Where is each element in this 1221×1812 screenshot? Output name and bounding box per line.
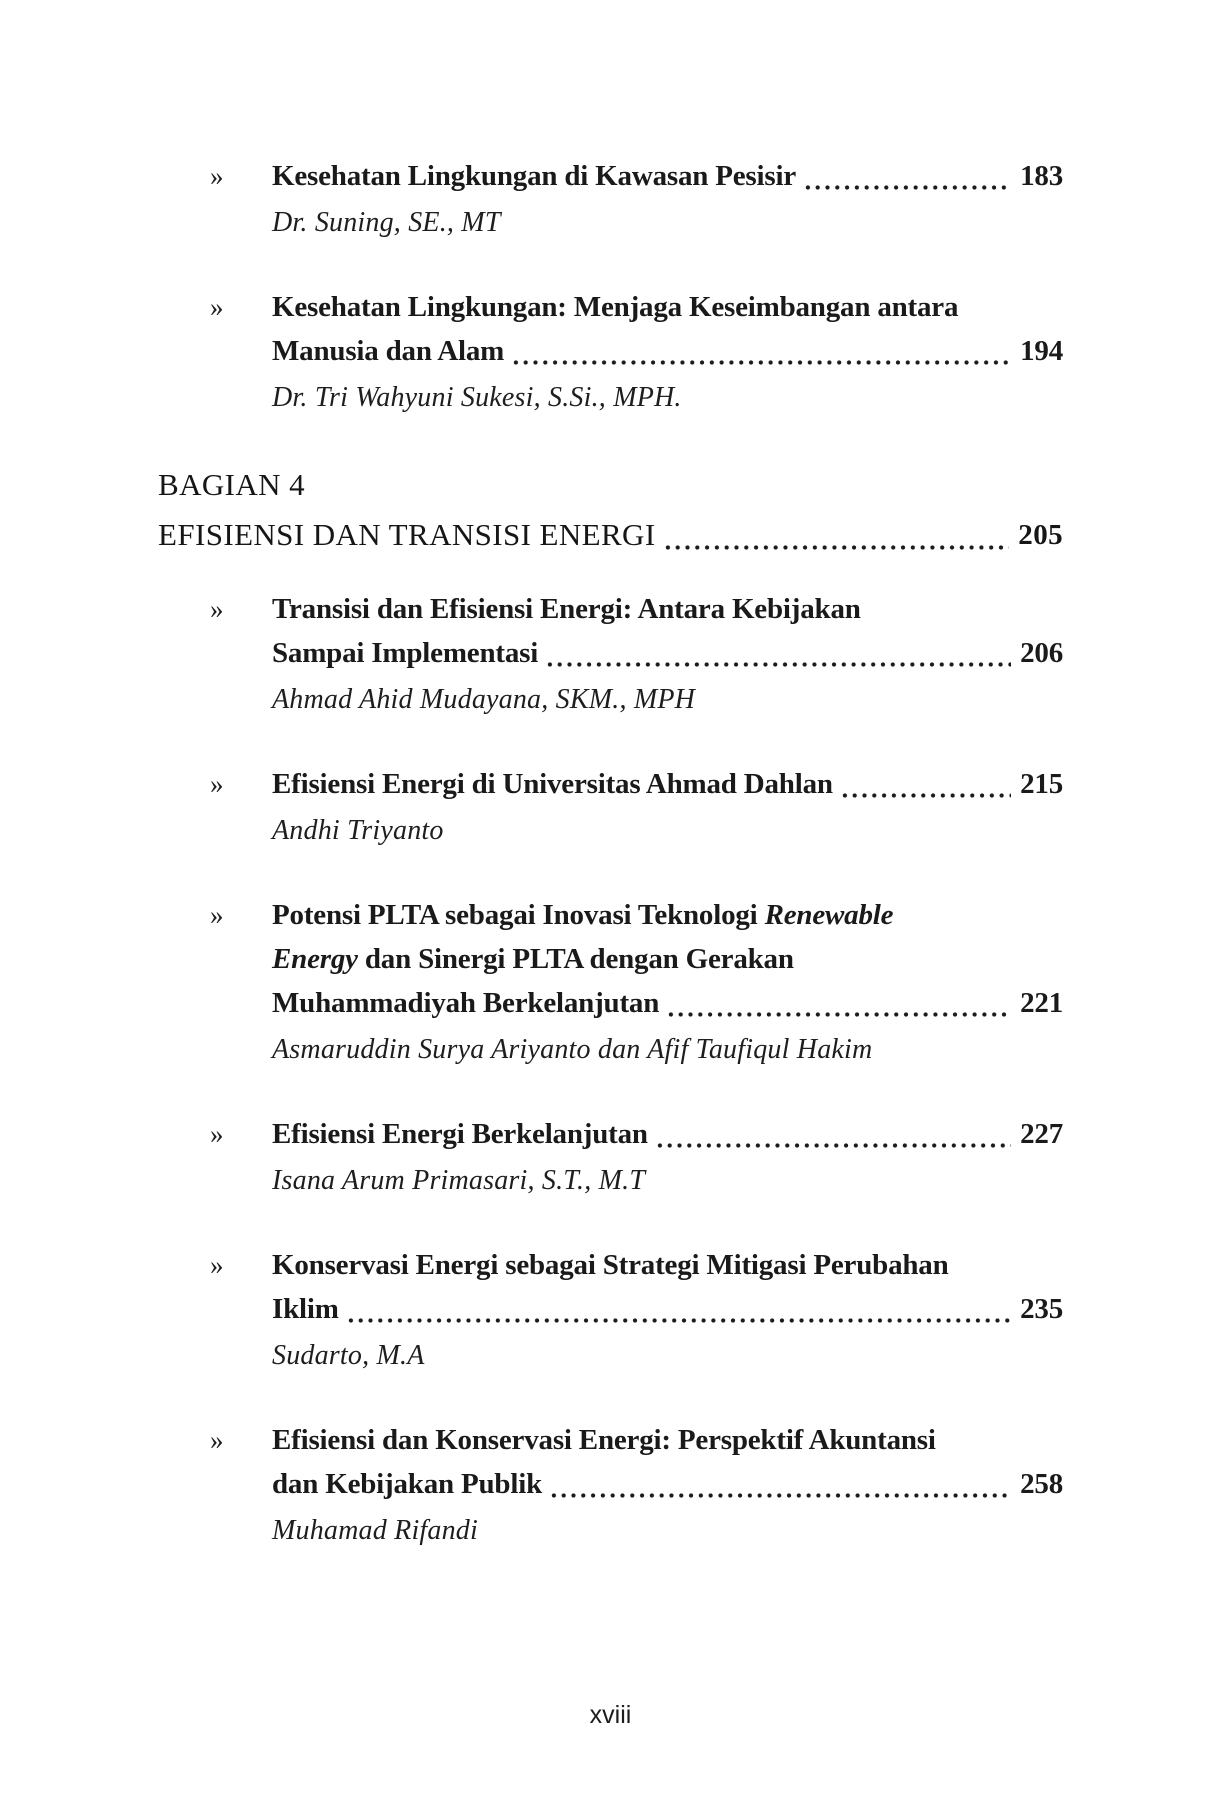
title-text: Potensi PLTA sebagai Inovasi Teknologi <box>272 899 765 931</box>
entry-title-text <box>272 1287 339 1331</box>
entry-author: Dr. Suning, SE., MT <box>272 207 501 238</box>
chevron-bullet: » <box>210 900 224 930</box>
title-text-italic: Renewable <box>764 899 894 931</box>
entry-author: Sudarto, M.A <box>272 1340 425 1371</box>
toc-entry <box>158 587 1063 722</box>
entry-author: Ahmad Ahid Mudayana, SKM., MPH <box>272 684 696 715</box>
entry-title-line <box>272 285 1063 329</box>
page-number: 206 <box>1020 637 1063 669</box>
entry-title-line <box>272 981 1063 1025</box>
title-text-italic: Energy <box>272 943 358 975</box>
title-text: Efisiensi dan Konservasi Energi: Perspektif Akuntansi <box>272 1424 936 1456</box>
entry-author: Asmaruddin Surya Ariyanto dan Afif Taufiqul Hakim <box>272 1034 873 1065</box>
entry-title-text <box>272 154 796 198</box>
entry-title-text <box>272 981 659 1025</box>
title-text: Muhammadiyah Berkelanjutan <box>272 987 660 1019</box>
toc-entry <box>158 893 1063 1072</box>
entry-title-line <box>272 154 1063 198</box>
entry-title-text <box>272 329 504 373</box>
title-text: Kesehatan Lingkungan di Kawasan Pesisir <box>272 160 796 192</box>
title-text: Kesehatan Lingkungan: Menjaga Keseimbangan antara <box>272 291 959 323</box>
entry-title-text <box>272 631 538 675</box>
page-number: 227 <box>1020 1118 1063 1150</box>
toc-entry <box>158 1243 1063 1378</box>
title-text: Sampai Implementasi <box>272 637 539 669</box>
chevron-bullet: » <box>210 769 224 799</box>
folio-page-number: xviii <box>589 1701 632 1729</box>
section-title-line <box>158 510 1063 560</box>
page-number: 235 <box>1020 1293 1063 1325</box>
dot-leader <box>803 154 1011 198</box>
dot-leader <box>840 762 1011 806</box>
page-number: 221 <box>1020 987 1063 1019</box>
title-text: Efisiensi Energi Berkelanjutan <box>272 1118 648 1150</box>
dot-leader <box>549 1462 1011 1506</box>
entry-title-line <box>272 329 1063 373</box>
entry-title-line <box>272 937 1063 981</box>
entry-title-text <box>272 762 833 806</box>
chevron-bullet: » <box>210 1250 224 1280</box>
toc-entry <box>158 1112 1063 1203</box>
entry-title-line <box>272 1287 1063 1331</box>
section-title: EFISIENSI DAN TRANSISI ENERGI <box>158 517 656 552</box>
entry-title-line <box>272 762 1063 806</box>
title-text: dan Sinergi PLTA dengan Gerakan <box>357 943 794 975</box>
entry-title-line <box>272 587 1063 631</box>
entry-title-line <box>272 1418 1063 1462</box>
entry-title-line <box>272 1462 1063 1506</box>
chevron-bullet: » <box>210 1119 224 1149</box>
dot-leader <box>655 1112 1011 1156</box>
title-text: Efisiensi Energi di Universitas Ahmad Dahlan <box>272 768 833 800</box>
dot-leader <box>666 981 1011 1025</box>
toc-entry <box>158 154 1063 245</box>
toc-entry <box>158 285 1063 420</box>
entry-title-text <box>272 1462 542 1506</box>
chevron-bullet: » <box>210 292 224 322</box>
dot-leader <box>663 510 1010 560</box>
chevron-bullet: » <box>210 594 224 624</box>
dot-leader <box>511 329 1011 373</box>
page-number: 183 <box>1020 160 1063 192</box>
title-text: Iklim <box>272 1293 339 1325</box>
entry-author: Dr. Tri Wahyuni Sukesi, S.Si., MPH. <box>272 382 682 413</box>
title-text: Transisi dan Efisiensi Energi: Antara Kebijakan <box>272 593 861 625</box>
page-number: 194 <box>1020 335 1063 367</box>
chevron-bullet: » <box>210 161 224 191</box>
entry-title-line <box>272 1243 1063 1287</box>
entry-title-line <box>272 893 1063 937</box>
entry-author: Andhi Triyanto <box>272 815 444 846</box>
page-number: 215 <box>1020 768 1063 800</box>
title-text: Manusia dan Alam <box>272 335 505 367</box>
chevron-bullet: » <box>210 1425 224 1455</box>
page-number: 205 <box>1018 519 1063 551</box>
toc-entry <box>158 1418 1063 1553</box>
page-number: 258 <box>1020 1468 1063 1500</box>
entry-author: Isana Arum Primasari, S.T., M.T <box>272 1165 646 1196</box>
title-text: Konservasi Energi sebagai Strategi Mitigasi Perubahan <box>272 1249 949 1281</box>
section-label: BAGIAN 4 <box>158 467 305 502</box>
entry-title-line <box>272 1112 1063 1156</box>
toc-section-heading <box>158 460 1063 560</box>
title-text: dan Kebijakan Publik <box>272 1468 542 1500</box>
dot-leader <box>346 1287 1011 1331</box>
toc-entry <box>158 762 1063 853</box>
entry-title-line <box>272 631 1063 675</box>
entry-title-text <box>272 1112 648 1156</box>
dot-leader <box>545 631 1011 675</box>
entry-author: Muhamad Rifandi <box>272 1515 478 1546</box>
table-of-contents <box>158 154 1063 1593</box>
